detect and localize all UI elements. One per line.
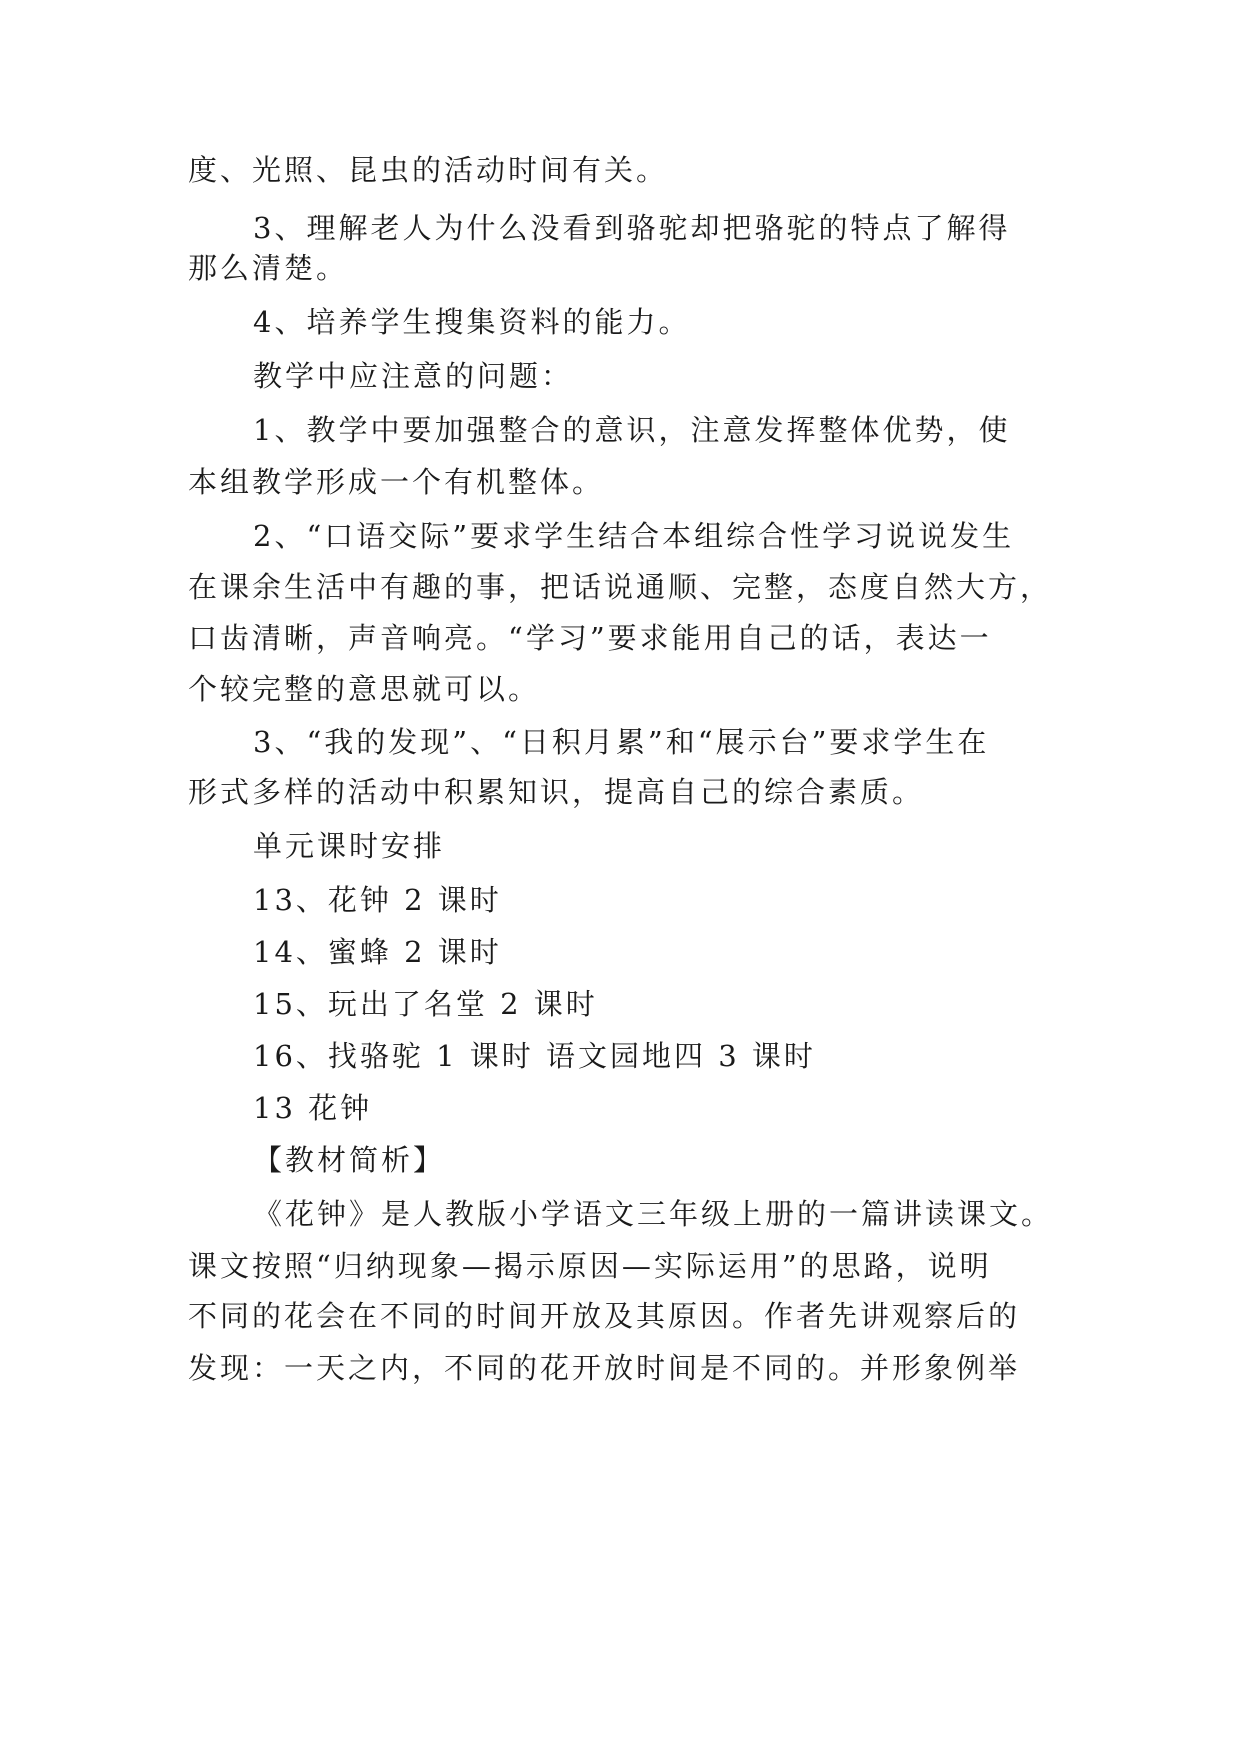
text-line: 4、培养学生搜集资料的能力。 bbox=[253, 305, 691, 339]
text-line: 课文按照“归纳现象—揭示原因—实际运用”的思路，说明 bbox=[188, 1249, 992, 1283]
text-line: 度、光照、昆虫的活动时间有关。 bbox=[188, 153, 669, 187]
text-line: 形式多样的活动中积累知识，提高自己的综合素质。 bbox=[188, 775, 925, 809]
text-line: 单元课时安排 bbox=[253, 829, 446, 863]
text-line: 2、“口语交际”要求学生结合本组综合性学习说说发生 bbox=[253, 519, 1015, 553]
text-line: 本组教学形成一个有机整体。 bbox=[188, 465, 605, 499]
text-line: 教学中应注意的问题： bbox=[253, 359, 574, 393]
text-line: 1、教学中要加强整合的意识，注意发挥整体优势，使 bbox=[253, 413, 1011, 447]
text-line: 不同的花会在不同的时间开放及其原因。作者先讲观察后的 bbox=[188, 1299, 1021, 1333]
text-line: 【教材简析】 bbox=[253, 1143, 446, 1177]
text-line: 口齿清晰，声音响亮。“学习”要求能用自己的话，表达一 bbox=[188, 621, 992, 655]
text-line: 3、“我的发现”、“日积月累”和“展示台”要求学生在 bbox=[253, 725, 990, 759]
text-line: 13 花钟 bbox=[253, 1091, 373, 1125]
text-line: 发现：一天之内，不同的花开放时间是不同的。并形象例举 bbox=[188, 1351, 1021, 1385]
text-line: 13、花钟 2 课时 bbox=[253, 883, 502, 917]
text-line: 3、理解老人为什么没看到骆驼却把骆驼的特点了解得 bbox=[253, 211, 1011, 245]
text-line: 14、蜜蜂 2 课时 bbox=[253, 935, 502, 969]
text-line: 15、玩出了名堂 2 课时 bbox=[253, 987, 598, 1021]
text-line: 16、找骆驼 1 课时 语文园地四 3 课时 bbox=[253, 1039, 816, 1073]
text-line: 在课余生活中有趣的事，把话说通顺、完整，态度自然大方， bbox=[188, 570, 1053, 604]
text-line: 《花钟》是人教版小学语文三年级上册的一篇讲读课文。 bbox=[253, 1197, 1054, 1231]
text-line: 那么清楚。 bbox=[188, 251, 349, 285]
text-line: 个较完整的意思就可以。 bbox=[188, 672, 541, 706]
